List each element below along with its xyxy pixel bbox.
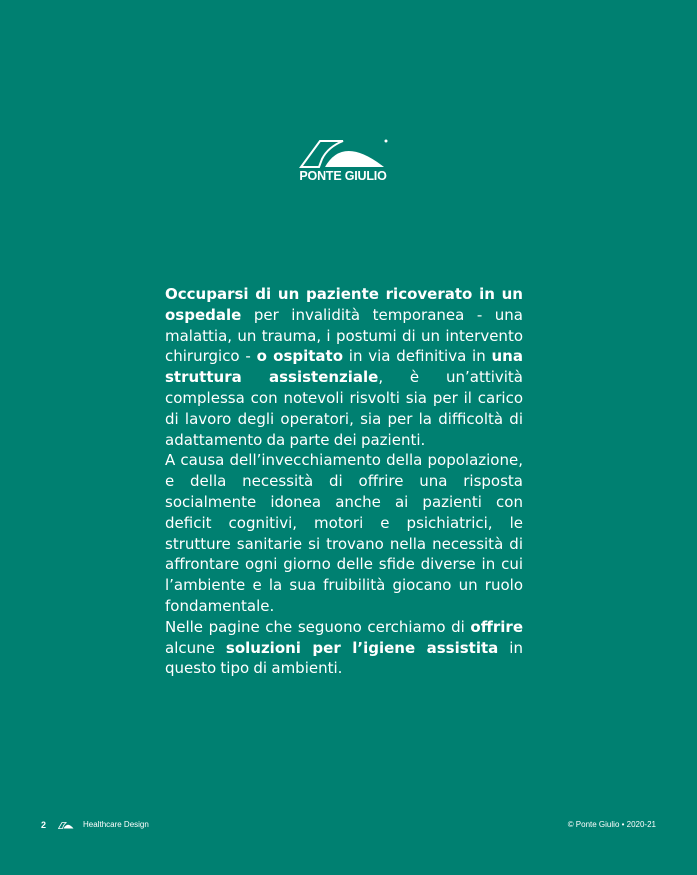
text-segment: alcune [165, 638, 226, 657]
ponte-giulio-logo [293, 139, 393, 185]
section-label: Healthcare Design [83, 820, 149, 829]
text-segment: per invalidità temporanea - una malattia, un trauma, i postumi di un intervento chirurgico - [165, 305, 523, 366]
footer-copyright: © Ponte Giulio • 2020-21 [567, 820, 656, 829]
bold-text: o ospitato [256, 347, 344, 366]
intro-text [165, 284, 523, 679]
bold-text: soluzioni per l’igiene assistita [225, 638, 499, 657]
paragraph-1 [165, 284, 523, 450]
mini-logo-icon [58, 822, 74, 829]
bold-text: offrire [470, 617, 523, 636]
bold-text: una struttura assistenziale [165, 347, 523, 387]
bold-text: Occuparsi di un paziente ricoverato in un ospedale [165, 285, 523, 324]
text-segment: Nelle pagine che seguono cerchiamo di [165, 617, 471, 636]
text-segment: in questo tipo di ambienti. [165, 638, 523, 678]
paragraph-2: A causa dell’invecchiamento della popolazione, e della necessità di offrire una risposta socialmente idonea anche ai pazienti con deficit cognitivi, motori e psichiatrici, le strutture sanitarie si trovano nella necessità di affrontare ogni giorno delle sfide diverse in cui l’ambiente e la sua fruibilità giocano un ruolo fondamentale. [165, 451, 523, 615]
logo-wordmark: PONTE GIULIO [299, 169, 387, 183]
page-number: 2 [41, 820, 47, 830]
arch-logo-icon [298, 139, 388, 169]
text-segment: , è un’attività complessa con notevoli risvolti sia per il carico di lavoro degli operatori, sia per la difficoltà di adattamento da parte dei pazienti. [165, 368, 523, 449]
paragraph-3 [165, 617, 523, 679]
text-segment: in via definitiva in [343, 347, 492, 366]
footer-left [41, 820, 149, 830]
